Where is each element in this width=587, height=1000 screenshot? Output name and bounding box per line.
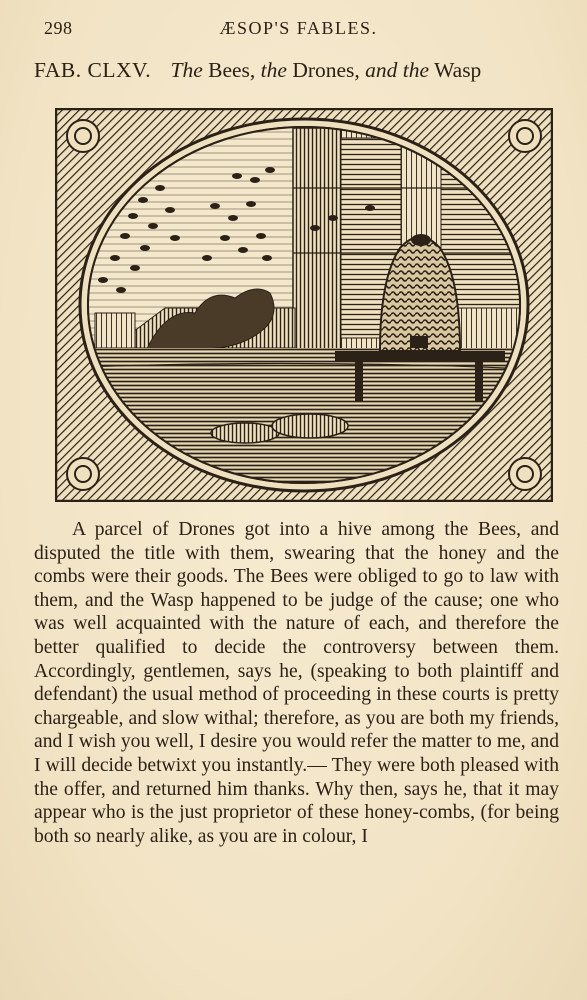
woodcut-svg xyxy=(55,108,553,502)
running-head xyxy=(44,18,553,44)
fable-body xyxy=(34,518,559,848)
fable-title xyxy=(170,58,481,82)
body-paragraph: A parcel of Drones got into a hive among the Bees, and disputed the title with them, swearing that the honey and the combs were their goods. The Bees were obliged to go to law with them, and the Wasp happened to be judge of the cause; one who was well acquainted with the nature of each, and therefore the better qualified to decide the controversy between them. Accordingly, gentlemen, says he, (speaking to both plaintiff and defendant) the usual method of proceeding in these courts is pretty chargeable, and slow withal; therefore, as you are both my friends, and I wish you well, I desire you would refer the matter to me, and I will decide betwixt you instantly.— They were both pleased with the offer, and returned him thanks. Why then, says he, that it may appear who is the just proprietor of these honey-combs, (for being both so nearly alike, as you are in colour, I xyxy=(34,519,559,847)
title-word-drones: Drones, xyxy=(292,58,360,82)
title-word-bees: Bees, xyxy=(208,58,256,82)
fable-heading xyxy=(34,58,557,88)
page-number: 298 xyxy=(44,18,73,38)
woodcut-illustration xyxy=(55,108,553,502)
fable-number: FAB. CLXV. xyxy=(34,58,152,82)
title-word-the: The xyxy=(170,58,203,82)
title-word-and-the: and the xyxy=(365,58,430,82)
book-title: ÆSOP'S FABLES. xyxy=(219,18,378,38)
title-word-the-2: the xyxy=(260,58,287,82)
title-word-wasp: Wasp xyxy=(434,58,482,82)
